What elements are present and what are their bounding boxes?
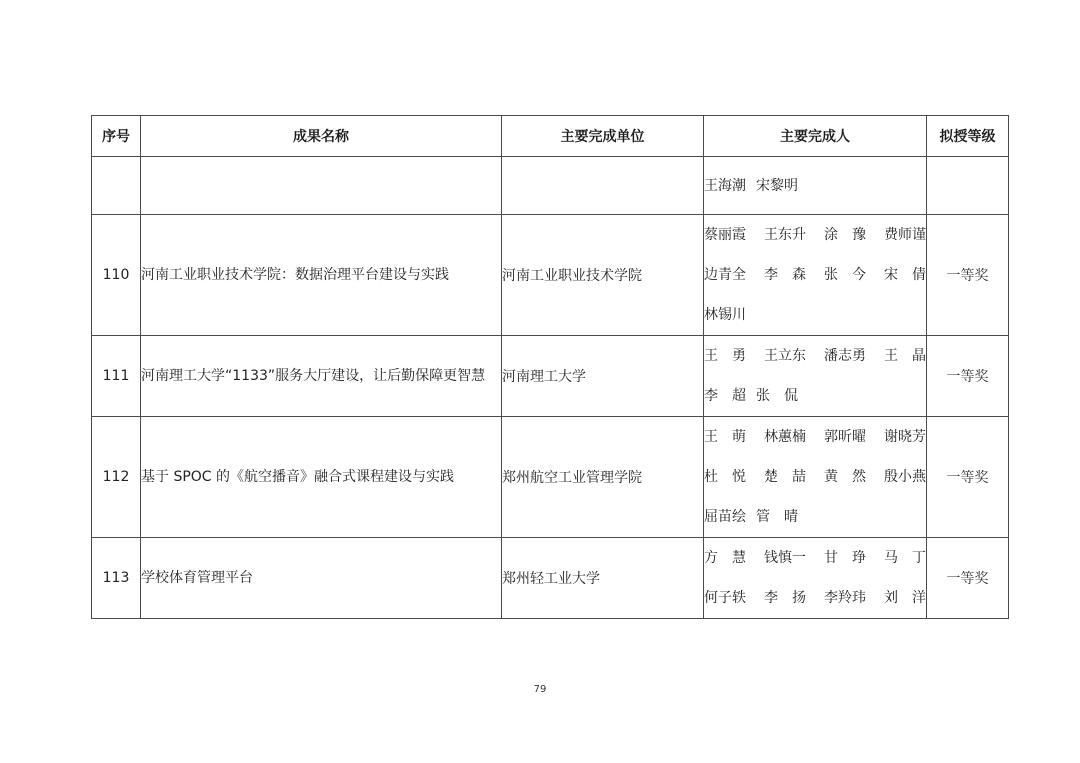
- people-line: [704, 166, 926, 206]
- cell-grade: 一等奖: [927, 215, 1009, 336]
- awards-table: [91, 115, 1009, 619]
- cell-unit: 郑州航空工业管理学院: [502, 417, 704, 538]
- person-name: 蔡丽霞: [704, 227, 746, 243]
- person-name: 谢晓芳: [884, 429, 926, 445]
- achievement-name: 河南理工大学“1133”服务大厅建设，让后勤保障更智慧: [141, 368, 486, 384]
- people-line: [704, 417, 926, 457]
- person-name: 王 萌: [704, 429, 746, 445]
- achievement-name: 学校体育管理平台: [141, 570, 253, 586]
- cell-name: [141, 538, 502, 619]
- person-name: 王 勇: [704, 348, 746, 364]
- header-unit: 主要完成单位: [502, 116, 704, 157]
- cell-name: [141, 417, 502, 538]
- person-name: 甘 琤: [824, 550, 866, 566]
- cell-people: [704, 157, 927, 215]
- person-name: 潘志勇: [824, 348, 866, 364]
- cell-people: [704, 538, 927, 619]
- page-number: 79: [533, 684, 547, 695]
- person-name: 李 超: [704, 388, 746, 404]
- person-name: 王东升: [764, 227, 806, 243]
- cell-people: [704, 417, 927, 538]
- people-line: [704, 578, 926, 618]
- cell-unit: 河南工业职业技术学院: [502, 215, 704, 336]
- person-name: 边青全: [704, 267, 746, 283]
- table-row: [92, 336, 1009, 417]
- cell-seq: 113: [92, 538, 141, 619]
- cell-unit: 郑州轻工业大学: [502, 538, 704, 619]
- person-name: 王立东: [764, 348, 806, 364]
- person-name: 殷小燕: [884, 469, 926, 485]
- cell-grade: 一等奖: [927, 336, 1009, 417]
- people-line: [704, 376, 926, 416]
- person-name: 杜 悦: [704, 469, 746, 485]
- cell-name: [141, 157, 502, 215]
- person-name: 管 晴: [756, 509, 798, 525]
- people-line: [704, 538, 926, 578]
- cell-unit: 河南理工大学: [502, 336, 704, 417]
- person-name: 方 慧: [704, 550, 746, 566]
- person-name: 楚 喆: [764, 469, 806, 485]
- person-name: 费师谨: [884, 227, 926, 243]
- person-name: 张 侃: [756, 388, 798, 404]
- person-name: 宋 倩: [884, 267, 926, 283]
- header-seq: 序号: [92, 116, 141, 157]
- cell-seq: 111: [92, 336, 141, 417]
- person-name: 王海潮: [704, 177, 746, 194]
- person-name: 宋黎明: [756, 177, 798, 194]
- person-name: 林蕙楠: [764, 429, 806, 445]
- person-name: 李 扬: [764, 590, 806, 606]
- cell-people: [704, 336, 927, 417]
- person-name: 张 今: [824, 267, 866, 283]
- cell-grade: 一等奖: [927, 417, 1009, 538]
- cell-grade: [927, 157, 1009, 215]
- person-name: 郭昕曜: [824, 429, 866, 445]
- person-name: 林锡川: [704, 307, 746, 323]
- person-name: 李羚玮: [824, 590, 866, 606]
- cell-name: [141, 215, 502, 336]
- cell-grade: 一等奖: [927, 538, 1009, 619]
- people-line: [704, 295, 926, 335]
- cell-seq: 112: [92, 417, 141, 538]
- person-name: 刘 洋: [884, 590, 926, 606]
- table-row: [92, 417, 1009, 538]
- cell-seq: 110: [92, 215, 141, 336]
- header-people: 主要完成人: [704, 116, 927, 157]
- person-name: 何子轶: [704, 590, 746, 606]
- people-line: [704, 336, 926, 376]
- person-name: 钱慎一: [764, 550, 806, 566]
- person-name: 黄 然: [824, 469, 866, 485]
- header-grade: 拟授等级: [927, 116, 1009, 157]
- people-line: [704, 457, 926, 497]
- cell-people: [704, 215, 927, 336]
- table-row: [92, 157, 1009, 215]
- cell-name: [141, 336, 502, 417]
- person-name: 王 晶: [884, 348, 926, 364]
- person-name: 李 森: [764, 267, 806, 283]
- table-body: [92, 157, 1009, 619]
- header-name: 成果名称: [141, 116, 502, 157]
- person-name: 涂 豫: [824, 227, 866, 243]
- people-line: [704, 215, 926, 255]
- person-name: 屈苗绘: [704, 509, 746, 525]
- table-header-row: [92, 116, 1009, 157]
- table-row: [92, 215, 1009, 336]
- people-line: [704, 255, 926, 295]
- cell-seq: [92, 157, 141, 215]
- person-name: 马 丁: [884, 550, 926, 566]
- achievement-name: 河南工业职业技术学院：数据治理平台建设与实践: [141, 267, 449, 283]
- cell-unit: [502, 157, 704, 215]
- achievement-name: 基于 SPOC 的《航空播音》融合式课程建设与实践: [141, 469, 455, 485]
- people-line: [704, 497, 926, 537]
- table-row: [92, 538, 1009, 619]
